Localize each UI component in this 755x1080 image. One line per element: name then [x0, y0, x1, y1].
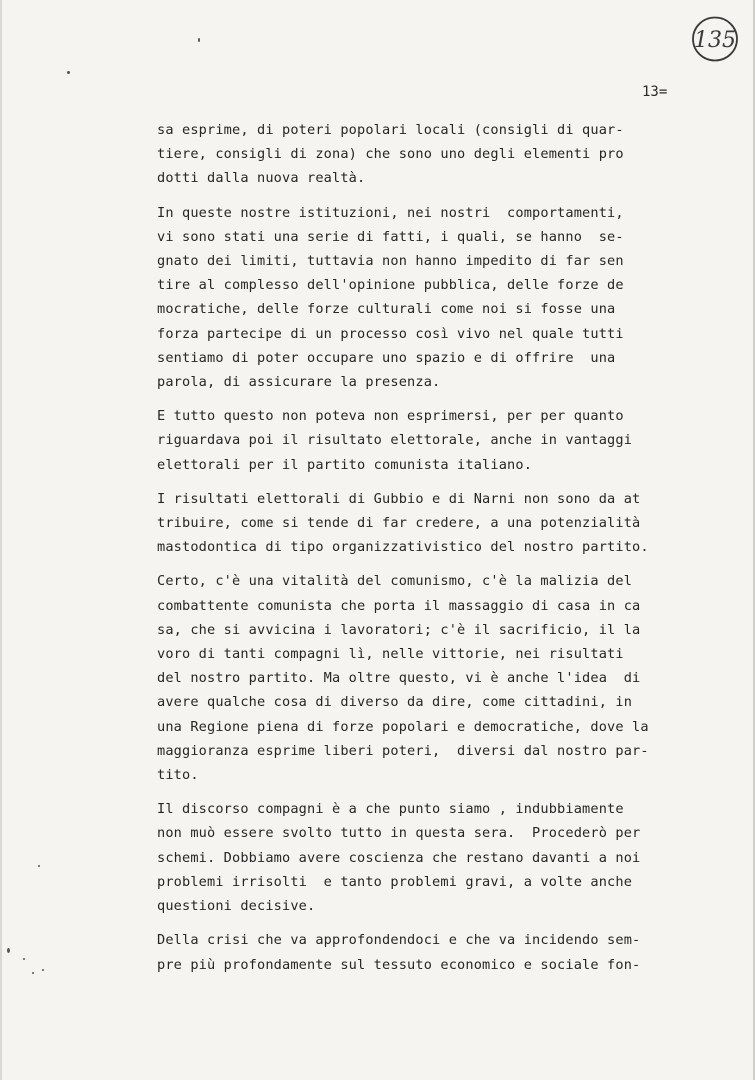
stamp-number: 135	[694, 28, 736, 53]
text-line: tribuire, come si tende di far credere, a una potenzialità	[157, 515, 641, 532]
paragraph	[157, 797, 702, 918]
text-line: parola, di assicurare la presenza.	[157, 374, 441, 391]
text-line: mocratiche, delle forze culturali come noi si fosse una	[157, 301, 616, 318]
text-line: pre più profondamente sul tessuto economico e sociale fon-	[157, 956, 641, 973]
text-line: Certo, c'è una vitalità del comunismo, c'è la malizia del	[157, 573, 633, 590]
text-line: questioni decisive.	[157, 898, 316, 915]
text-line: riguardava poi il risultato elettorale, anche in vantaggi	[157, 432, 633, 449]
text-line: non muò essere svolto tutto in questa sera. Procederò per	[157, 825, 641, 842]
text-line: tiere, consigli di zona) che sono uno degli elementi pro	[157, 146, 624, 163]
text-line: tito.	[157, 767, 199, 784]
text-line: forza partecipe di un processo così vivo nel quale tutti	[157, 325, 624, 342]
page-stamp	[690, 14, 740, 64]
scan-speck	[32, 972, 34, 974]
text-line: sa, che si avvicina i lavoratori; c'è il sacrificio, il la	[157, 621, 641, 638]
body-text	[157, 118, 702, 987]
text-line: una Regione piena di forze popolari e democratiche, dove la	[157, 718, 649, 735]
paragraph	[157, 487, 702, 560]
text-line: I risultati elettorali di Gubbio e di Narni non sono da at	[157, 490, 641, 507]
text-line: voro di tanti compagni lì, nelle vittorie, nei risultati	[157, 646, 624, 663]
text-line: Il discorso compagni è a che punto siamo , indubbiamente	[157, 801, 624, 818]
scan-speck	[42, 969, 44, 971]
paragraph	[157, 118, 702, 191]
text-line: sentiamo di poter occupare uno spazio e di offrire una	[157, 349, 616, 366]
paragraph	[157, 569, 702, 787]
text-line: Della crisi che va approfondendoci e che va incidendo sem-	[157, 932, 641, 949]
paragraph	[157, 928, 702, 976]
text-line: gnato dei limiti, tuttavia non hanno impedito di far sen	[157, 253, 624, 270]
text-line: In queste nostre istituzioni, nei nostri comportamenti,	[157, 204, 624, 221]
text-line: sa esprime, di poteri popolari locali (consigli di quar-	[157, 122, 624, 138]
text-line: mastodontica di tipo organizzativistico del nostro partito.	[157, 539, 649, 556]
scan-speck	[38, 865, 40, 867]
text-line: dotti dalla nuova realtà.	[157, 170, 366, 187]
text-line: schemi. Dobbiamo avere coscienza che restano davanti a noi	[157, 849, 641, 866]
paragraph	[157, 404, 702, 477]
scan-speck	[198, 38, 200, 42]
text-line: avere qualche cosa di diverso da dire, come cittadini, in	[157, 694, 633, 711]
text-line: combattente comunista che porta il massaggio di casa in ca	[157, 597, 641, 614]
paragraph	[157, 201, 702, 395]
scan-speck	[7, 948, 10, 953]
scan-speck	[67, 71, 70, 74]
text-line: problemi irrisolti e tanto problemi gravi, a volte anche	[157, 873, 633, 890]
text-line: elettorali per il partito comunista italiano.	[157, 456, 533, 473]
page-number: 13=	[642, 84, 668, 100]
scan-speck	[23, 958, 25, 960]
text-line: E tutto questo non poteva non esprimersi, per per quanto	[157, 408, 624, 425]
text-line: del nostro partito. Ma oltre questo, vi è anche l'idea di	[157, 670, 641, 687]
text-line: tire al complesso dell'opinione pubblica, delle forze de	[157, 277, 624, 294]
text-line: vi sono stati una serie di fatti, i quali, se hanno se-	[157, 228, 624, 245]
text-line: maggioranza esprime liberi poteri, diversi dal nostro par-	[157, 742, 649, 759]
